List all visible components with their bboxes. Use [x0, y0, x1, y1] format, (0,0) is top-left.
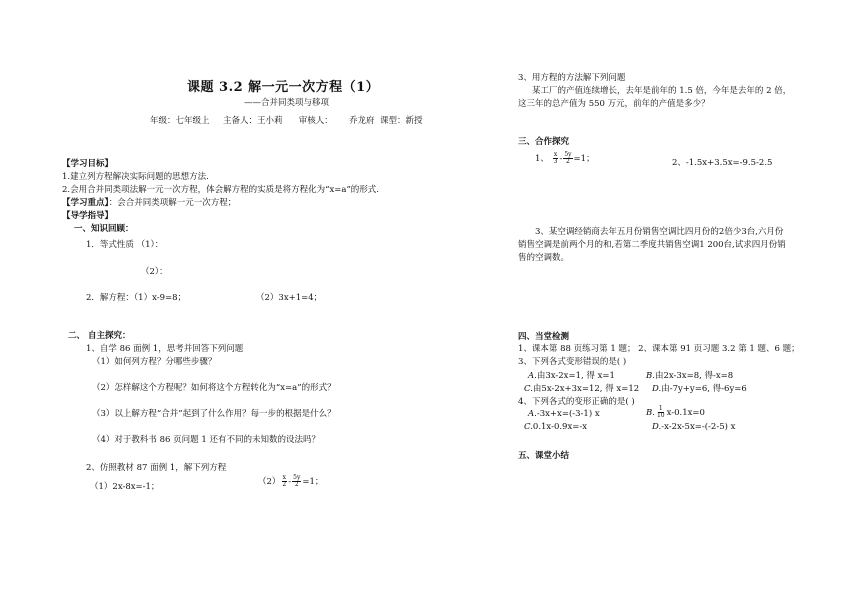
check-3-option-c — [524, 382, 639, 394]
fraction-5y-over-2: $\frac{5y}{2}$ — [293, 474, 301, 488]
check-4-option-d — [652, 422, 735, 432]
question-3: （3）以上解方程“合并”起到了什么作用？每一步的根据是什么？ — [92, 409, 336, 419]
option-4d-text: -x-2x-5x=-(-2-5) x — [661, 422, 736, 432]
option-4c-text: 0.1x-0.9x=-x — [532, 422, 588, 432]
fraction-x-over-3: $\frac{x}{3}$ — [553, 151, 558, 165]
goal-2: 2.会用合并同类项法解一元一次方程，体会解方程的实质是将方程化为“x=a”的形式. — [62, 185, 379, 195]
option-a-text: 由3x-2x=1, 得 x=1 — [536, 371, 615, 381]
check-heading: 四、当堂检测 — [518, 332, 570, 342]
item-3-text-2: 这三年的总产值为 550 万元，前年的产值是多少？ — [518, 99, 710, 109]
equation-2-prefix: （2） — [258, 477, 281, 487]
meta-type: 新授 — [405, 116, 423, 126]
check-4-option-c — [524, 422, 587, 432]
equation-2: （2） $\frac{x}{2}$ - $\frac{5y}{2}$ =1； — [258, 474, 324, 488]
option-d-text: 由-7y+y=6, 得-6y=6 — [661, 384, 747, 394]
option-b-text: 由2x-3x=8, 得-x=8 — [654, 371, 734, 381]
fraction-1-over-10: $\frac{1}{10}$ — [656, 405, 665, 419]
item-3-text-1: 某工厂的产值连续增长，去年是前年的 1.5 倍，今年是去年的 2 倍， — [532, 86, 792, 96]
coop-item-3-line-2: 销售空调是前两个月的和,若第二季度共销售空调1 200台,试求四月份销 — [518, 240, 786, 250]
item-3: 3、用方程的方法解下列问题 — [518, 73, 626, 83]
meta-type-label: 课型： — [379, 116, 406, 126]
option-4b-text: x-0.1x=0 — [666, 408, 705, 418]
goal-1: 1.建立列方程解决实际问题的思想方法. — [62, 172, 209, 182]
option-4d-letter: D. — [652, 422, 662, 432]
coop-item-2: 2、-1.5x+3.5x=-9.5-2.5 — [672, 158, 773, 168]
equation-2-suffix: =1； — [302, 477, 324, 487]
equation-1: （1）2x-8x=-1； — [90, 482, 160, 492]
meta-reviewer-label: 审核人： — [298, 116, 333, 126]
coop-item-3-line-3: 售的空调数。 — [518, 253, 570, 263]
question-4: （4）对于教科书 86 页问题 1 还有不同的未知数的设法吗？ — [92, 435, 320, 445]
check-item-4: 4、下列各式的变形正确的是( ) — [518, 397, 635, 407]
meta-preparer: 王小莉 — [257, 116, 283, 126]
key-heading: 【学习重点】 — [62, 198, 109, 208]
goals-heading: 【学习目标】 — [62, 159, 114, 169]
guide-heading: 【导学指导】 — [62, 211, 114, 221]
option-4a-letter: A. — [528, 409, 537, 419]
option-c-text: 由5x-2x+3x=12, 得 x=12 — [532, 384, 640, 394]
option-4b-letter: B. — [646, 408, 655, 418]
review-item-2b: （2）3x+1=4； — [256, 293, 323, 303]
review-item-2: 2．解方程：（1）x-9=8； — [86, 293, 187, 303]
check-3-option-d — [652, 382, 747, 394]
check-item-1: 1、课本第 88 页练习第 1 题； 2、课本第 91 页习题 3.2 第 1 题、6 题； — [518, 344, 800, 354]
page-title: 课题 3.2 解一元一次方程（1） — [187, 80, 380, 95]
fraction-x-over-2: $\frac{x}{2}$ — [282, 474, 287, 488]
check-4-option-b — [646, 406, 705, 419]
review-item-1: 1．等式性质 （1）： — [86, 240, 164, 250]
option-4a-text: -3x+x=(-3-1) x — [536, 409, 600, 419]
question-2: （2）怎样解这个方程呢？如何将这个方程转化为“x=a”的形式？ — [92, 383, 336, 393]
option-a-letter: A. — [528, 371, 537, 381]
coop-item-1-prefix: 1、 — [535, 154, 549, 164]
meta-preparer-label: 主备人： — [223, 116, 258, 126]
option-4c-letter: C. — [524, 422, 533, 432]
coop-heading: 三、合作探究 — [518, 137, 570, 147]
coop-item-1: 1、 $\frac{x}{3}$ - $\frac{5y}{2}$ =1； — [535, 151, 595, 165]
summary-heading: 五、课堂小结 — [518, 451, 570, 461]
meta-reviewer: 乔龙府 — [349, 116, 375, 126]
fraction-5y-over-2-b: $\frac{5y}{2}$ — [564, 151, 572, 165]
coop-item-1-suffix: =1； — [573, 154, 595, 164]
explore-item-1: 1、自学 86 面例 1，思考并回答下列问题 — [86, 344, 244, 354]
option-c-letter: C. — [524, 384, 533, 394]
check-3-option-b — [646, 369, 733, 381]
check-3-option-a — [528, 369, 615, 381]
review-item-1b: （2）： — [141, 267, 168, 277]
meta-line — [150, 114, 422, 126]
meta-grade: 年级：七年级上 — [150, 116, 210, 126]
option-d-letter: D. — [652, 384, 662, 394]
check-4-option-a — [528, 409, 600, 419]
explore-heading: 二、 自主探究： — [68, 331, 131, 341]
explore-item-2: 2、仿照教材 87 面例 1，解下列方程 — [86, 463, 227, 473]
key-text: ：会合并同类项解一元一次方程； — [108, 198, 237, 208]
coop-item-3-line-1: 3、某空调经销商去年五月份销售空调比四月份的2倍少3台,六月份 — [535, 227, 784, 237]
question-1: （1）如何列方程？分哪些步骤？ — [92, 357, 217, 367]
key-point — [62, 196, 236, 208]
check-item-3: 3、下列各式变形错误的是( ) — [518, 357, 627, 367]
page-subtitle: ——合并同类项与移项 — [244, 98, 330, 108]
option-b-letter: B. — [646, 371, 655, 381]
review-heading: 一、知识回顾： — [74, 224, 134, 234]
